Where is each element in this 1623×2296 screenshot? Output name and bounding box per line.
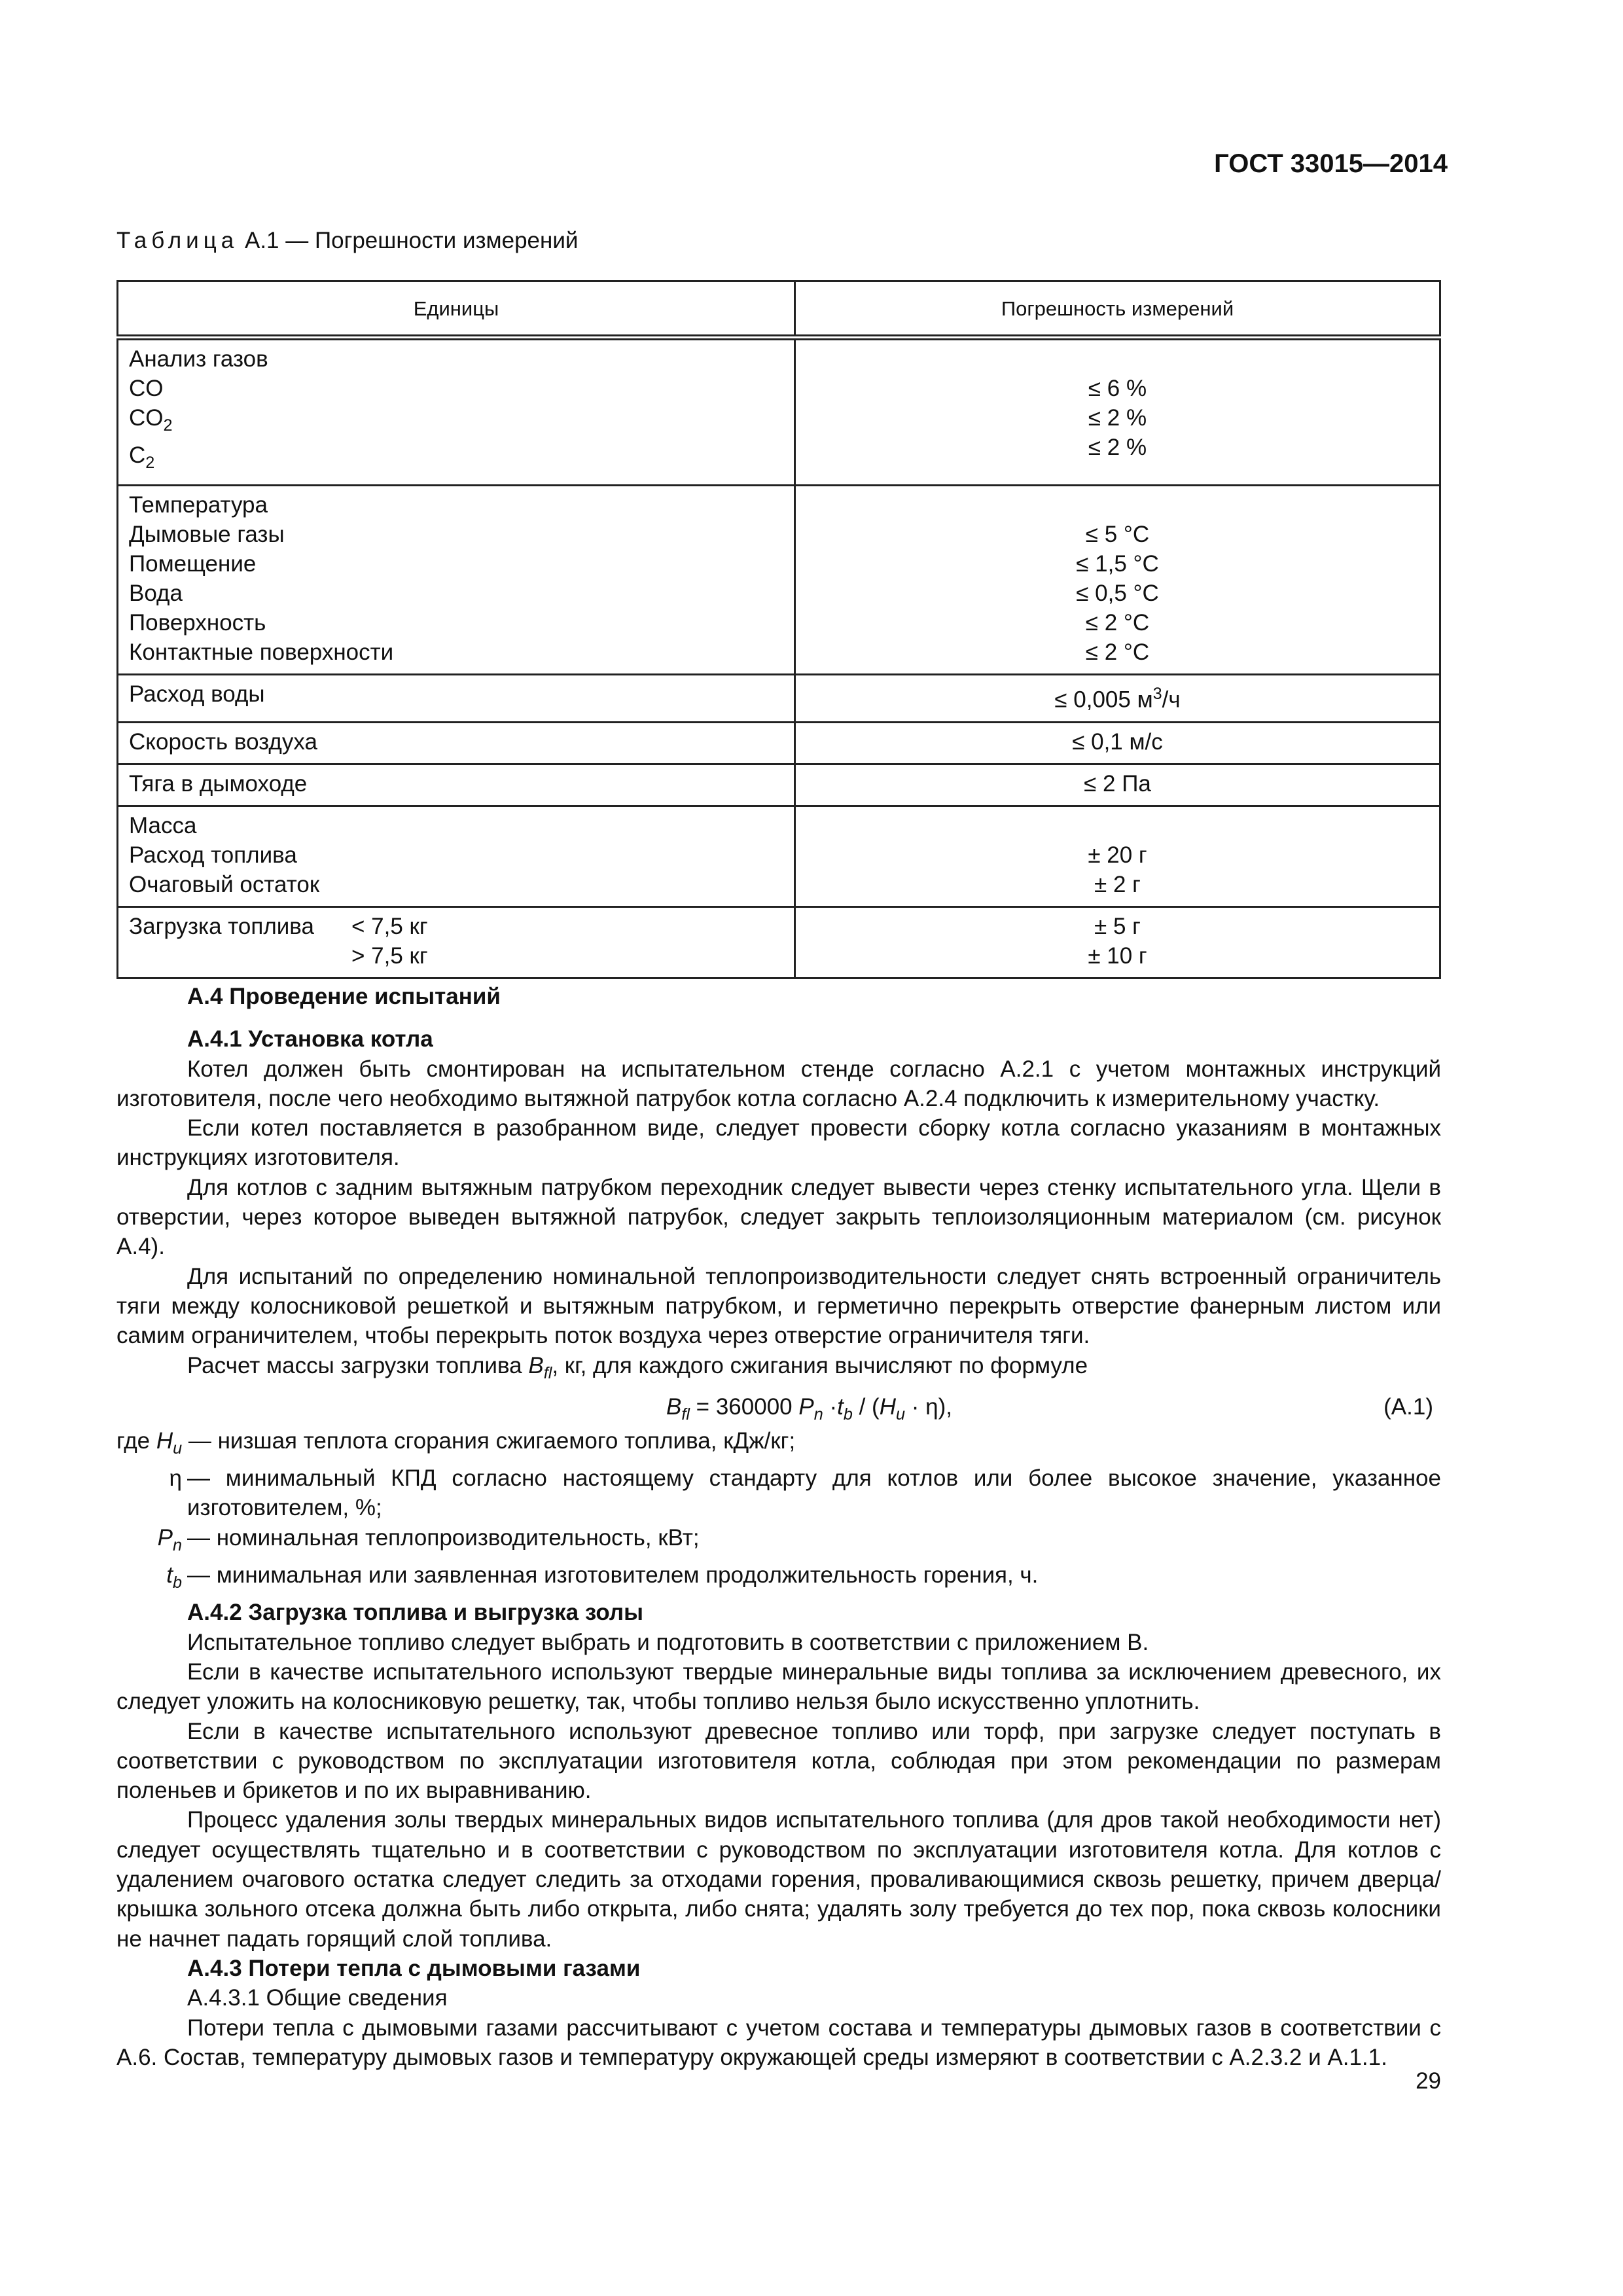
table-row-water-flow xyxy=(118,675,1440,723)
table-header-row xyxy=(118,281,1440,338)
table-caption-title: А.1 — Погрешности измерений xyxy=(244,228,579,253)
paragraph: Если в качестве испытательного используют твердые минеральные виды топлива за исключением древесного, их следует уложить на колосниковую решетку, так, чтобы топливо нельзя было искусственно уплотнить. xyxy=(116,1659,1441,1715)
temperature-item: Дымовые газы xyxy=(129,522,285,547)
air-speed-value: ≤ 0,1 м/с xyxy=(795,722,1440,764)
formula-expression: $B_{fl} = 360000$ $P_n \cdot t_b / (H_u \cdot \eta)$, xyxy=(666,1393,952,1424)
temperature-value: ≤ 1,5 °С xyxy=(1076,551,1159,577)
fuel-load-label: Загрузка топлива xyxy=(129,913,314,939)
table-row-chimney-draft xyxy=(118,764,1440,806)
mass-value: ± 20 г xyxy=(1088,842,1147,868)
subsection-heading-a431: А.4.3.1 Общие сведения xyxy=(187,1985,448,2011)
table-row-gas-analysis xyxy=(118,338,1440,486)
column-header-error: Погрешность измерений xyxy=(795,281,1440,338)
definition-tb: $t_b$ — минимальная или заявленная изготовителем продолжительность горения, ч. xyxy=(166,1562,1039,1592)
section-heading-a41: А.4.1 Установка котла xyxy=(187,1026,433,1052)
temperature-value: ≤ 5 °С xyxy=(1085,522,1150,547)
fuel-load-condition: < 7,5 кг xyxy=(351,913,428,939)
formula-definitions xyxy=(116,1426,1441,1598)
cell-temperature-units xyxy=(118,486,795,675)
table-row-fuel-load xyxy=(118,906,1440,978)
temperature-title: Температура xyxy=(129,492,268,518)
temperature-item: Вода xyxy=(129,581,183,606)
chimney-draft-value: ≤ 2 Па xyxy=(795,764,1440,806)
section-heading-a42: А.4.2 Загрузка топлива и выгрузка золы xyxy=(187,1600,643,1626)
fuel-load-condition: > 7,5 кг xyxy=(351,942,428,969)
mass-item: Расход топлива xyxy=(129,842,297,868)
gas-o2-label: $C_2$ xyxy=(129,442,155,472)
gas-analysis-title: Анализ газов xyxy=(129,346,268,372)
fuel-load-value: ± 10 г xyxy=(1088,942,1147,969)
paragraph: Испытательное топливо следует выбрать и подготовить в соответствии с приложением В. xyxy=(187,1629,1149,1655)
fuel-load-value: ± 5 г xyxy=(1094,913,1141,939)
gas-co-label: CO xyxy=(129,376,164,401)
table-row-mass xyxy=(118,806,1440,906)
mass-item: Очаговый остаток xyxy=(129,871,320,897)
cell-gas-units xyxy=(118,338,795,486)
formula-a1 xyxy=(116,1388,1441,1426)
mass-value: ± 2 г xyxy=(1094,871,1141,897)
cell-fuel-load-units xyxy=(118,906,795,978)
paragraph: Для котлов с задним вытяжным патрубком переходник следует вывести через стенку испытательного угла. Щели в отверстии, через которое выведен вытяжной патрубок, следует закрыть теплоизоляционным материалом (см. рисунок А.4). xyxy=(116,1174,1441,1260)
table-caption xyxy=(116,228,578,254)
gas-co-value: ≤ 6 % xyxy=(1088,376,1147,401)
temperature-value: ≤ 2 °С xyxy=(1085,639,1150,665)
paragraph: Котел должен быть смонтирован на испытательном стенде согласно А.2.1 с учетом монтажных инструкций изготовителя, после чего необходимо вытяжной патрубок котла согласно А.2.4 подключить к измерительному участку. xyxy=(116,1056,1441,1111)
paragraph-formula-intro: Расчет массы загрузки топлива $B_{fl}$, кг, для каждого сжигания вычисляют по формуле xyxy=(187,1352,1088,1382)
paragraph: Процесс удаления золы твердых минеральных видов испытательного топлива (для дров такой необходимости нет) следует осуществлять тщательно и в соответствии с руководством по эксплуатации изготовителя котла. Для котлов с удалением очагового остатка следует следить за отходами горения, проваливающимися сквозь решетку, причем дверца/крышка зольного отсека должна быть либо открыта, либо снята; удалять золу требуется до тех пор, пока сквозь колосники не начнет падать горящий слой топлива. xyxy=(116,1807,1441,1952)
definition-pn: $P_n$ — номинальная теплопроизводительность, кВт; xyxy=(157,1524,700,1554)
paragraph: Если в качестве испытательного используют древесное топливо или торф, при загрузке следует поступать в соответствии с руководством по эксплуатации изготовителя котла, соблюдая при этом рекомендации по размерам поленьев и брикетов и по их выравниванию. xyxy=(116,1718,1441,1804)
table-row-air-speed xyxy=(118,722,1440,764)
temperature-item: Контактные поверхности xyxy=(129,639,394,665)
cell-mass-units xyxy=(118,806,795,906)
cell-mass-values xyxy=(795,806,1440,906)
temperature-value: ≤ 2 °С xyxy=(1085,610,1150,636)
water-flow-label: Расход воды xyxy=(118,675,795,723)
water-flow-value: ≤ 0,005 $м^3/ч$ xyxy=(795,675,1440,723)
table-row-temperature xyxy=(118,486,1440,675)
cell-gas-values xyxy=(795,338,1440,486)
column-header-units: Единицы xyxy=(118,281,795,338)
section-heading-a4: А.4 Проведение испытаний xyxy=(187,984,501,1009)
paragraph: Если котел поставляется в разобранном виде, следует провести сборку котла согласно указаниям в монтажных инструкциях изготовителя. xyxy=(116,1115,1441,1171)
document-id-header: ГОСТ 33015—2014 xyxy=(1214,149,1448,178)
formula-number: (А.1) xyxy=(1383,1393,1433,1420)
measurement-error-table xyxy=(116,280,1441,979)
chimney-draft-label: Тяга в дымоходе xyxy=(118,764,795,806)
temperature-value: ≤ 0,5 °С xyxy=(1076,581,1159,606)
gas-o2-value: ≤ 2 % xyxy=(1088,435,1147,460)
definition-hu: где $H_u$ — низшая теплота сгорания сжигаемого топлива, кДж/кг; xyxy=(116,1427,796,1458)
air-speed-label: Скорость воздуха xyxy=(118,722,795,764)
table-caption-prefix: Таблица xyxy=(116,228,239,253)
definition-eta: η — минимальный КПД согласно настоящему стандарту для котлов или более высокое значение, указанное изготовителем, %; xyxy=(169,1465,1441,1521)
where-word: где xyxy=(116,1427,151,1454)
paragraph: Для испытаний по определению номинальной теплопроизводительности следует снять встроенный ограничитель тяги между колосниковой решеткой и вытяжным патрубком, и герметично перекрыть отверстие фанерным листом или самим ограничителем, чтобы перекрыть поток воздуха через отверстие ограничителя тяги. xyxy=(116,1263,1441,1349)
temperature-item: Помещение xyxy=(129,551,257,577)
gas-co2-label: $CO_2$ xyxy=(129,405,173,435)
cell-fuel-load-values xyxy=(795,906,1440,978)
mass-title: Масса xyxy=(129,812,197,838)
temperature-item: Поверхность xyxy=(129,610,266,636)
body-text xyxy=(116,982,1441,2072)
section-heading-a43: А.4.3 Потери тепла с дымовыми газами xyxy=(187,1955,641,1981)
gas-co2-value: ≤ 2 % xyxy=(1088,405,1147,431)
cell-temperature-values xyxy=(795,486,1440,675)
paragraph: Потери тепла с дымовыми газами рассчитывают с учетом состава и температуры дымовых газов в соответствии с А.6. Состав, температуру дымовых газов и температуру окружающей среды измеряют в соответствии с А.2.3.2 и А.1.1. xyxy=(116,2015,1441,2070)
page-number: 29 xyxy=(1416,2068,1441,2094)
